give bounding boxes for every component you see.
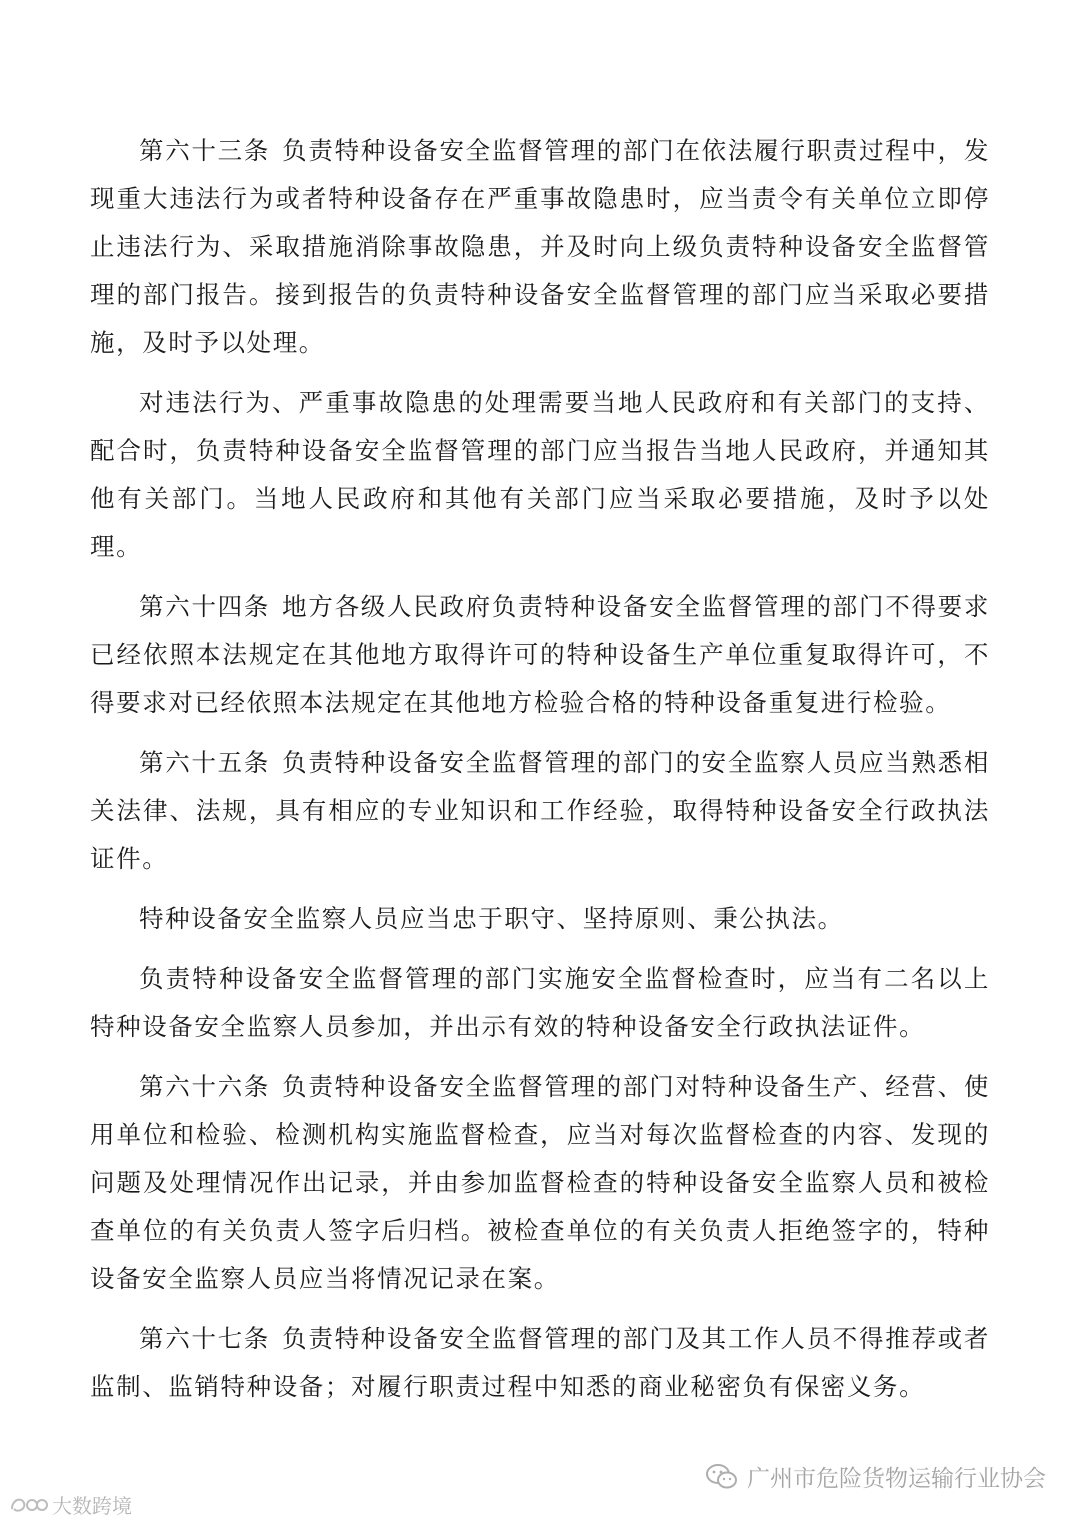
paragraph-text: 负责特种设备安全监督管理的部门对特种设备生产、经营、使用单位和检验、检测机构实施监督检查，应当对每次监督检查的内容、发现的问题及处理情况作出记录，并由参加监督检查的特种设备安全监察人员和被检查单位的有关负责人签字后归档。被检查单位的有关负责人拒绝签字的，特种设备安全监察人员应当将情况记录在案。 [90,1072,991,1293]
paragraph-text: 负责特种设备安全监督管理的部门的安全监察人员应当熟悉相关法律、法规，具有相应的专业知识和工作经验，取得特种设备安全行政执法证件。 [90,748,991,873]
paragraph-article-63-clause-2 [90,379,990,571]
wechat-icon [705,1463,739,1491]
site-watermark [8,1490,132,1519]
paragraph-text: 负责特种设备安全监督管理的部门在依法履行职责过程中，发现重大违法行为或者特种设备存在严重事故隐患时，应当责令有关单位立即停止违法行为、采取措施消除事故隐患，并及时向上级负责特种设备安全监督管理的部门报告。接到报告的负责特种设备安全监督管理的部门应当采取必要措施，及时予以处理。 [90,136,991,357]
logo-icon [8,1493,48,1517]
paragraph-article-65-clause-2 [90,895,990,943]
article-label: 第六十五条 [139,748,271,777]
paragraph-article-63 [90,127,990,367]
paragraph-article-67 [90,1315,990,1411]
paragraph-text: 对违法行为、严重事故隐患的处理需要当地人民政府和有关部门的支持、配合时，负责特种设备安全监督管理的部门应当报告当地人民政府，并通知其他有关部门。当地人民政府和其他有关部门应当采取必要措施，及时予以处理。 [90,388,990,561]
article-label: 第六十七条 [139,1324,271,1353]
site-logo-text: 大数跨境 [52,1494,132,1518]
paragraph-text: 负责特种设备安全监督管理的部门实施安全监督检查时，应当有二名以上特种设备安全监察人员参加，并出示有效的特种设备安全行政执法证件。 [90,964,990,1041]
paragraph-article-64 [90,583,990,727]
paragraph-text: 地方各级人民政府负责特种设备安全监督管理的部门不得要求已经依照本法规定在其他地方取得许可的特种设备生产单位重复取得许可，不得要求对已经依照本法规定在其他地方检验合格的特种设备重复进行检验。 [90,592,991,717]
article-label: 第六十三条 [139,136,271,165]
article-label: 第六十六条 [139,1072,271,1101]
wechat-account-watermark [705,1460,1046,1493]
paragraph-article-66 [90,1063,990,1303]
document-body [90,127,990,1411]
paragraph-text: 特种设备安全监察人员应当忠于职守、坚持原则、秉公执法。 [139,904,844,933]
paragraph-article-65-clause-3 [90,955,990,1051]
article-label: 第六十四条 [139,592,271,621]
paragraph-text: 负责特种设备安全监督管理的部门及其工作人员不得推荐或者监制、监销特种设备；对履行职责过程中知悉的商业秘密负有保密义务。 [90,1324,991,1401]
wechat-account-name: 广州市危险货物运输行业协会 [747,1466,1046,1492]
paragraph-article-65 [90,739,990,883]
